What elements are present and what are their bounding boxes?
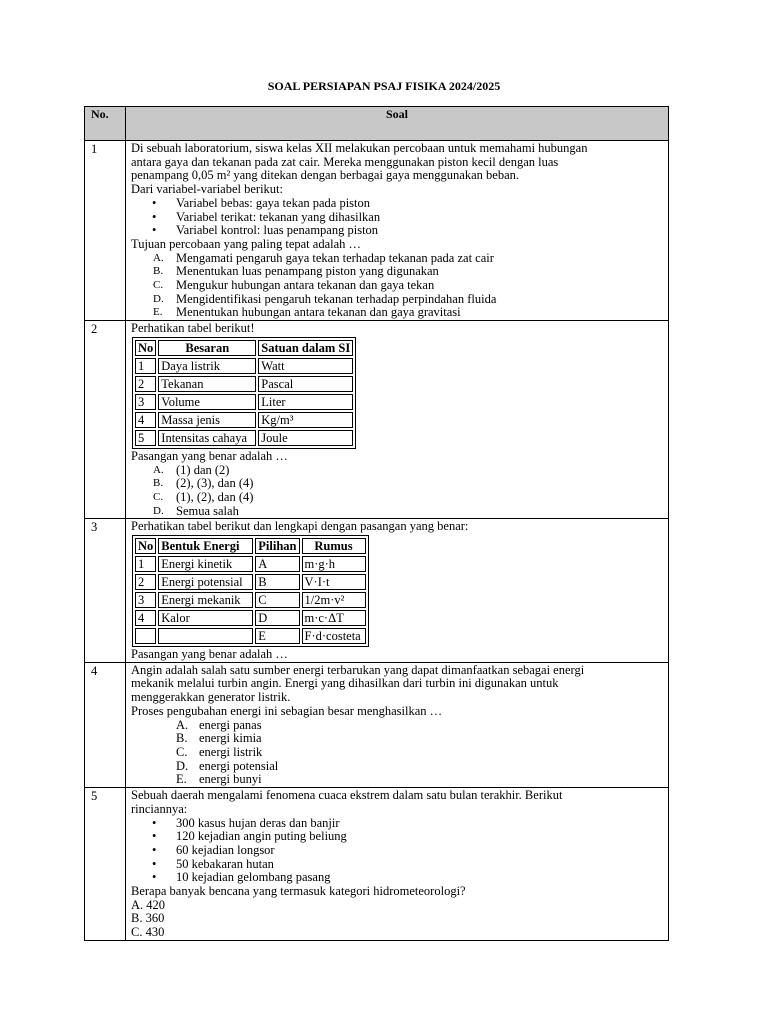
table-cell: 1 [135, 358, 156, 374]
quantity-unit-table [132, 337, 356, 449]
answer-option-b: B. 360 [131, 911, 165, 926]
table-cell: Liter [258, 394, 353, 410]
option-text: Menentukan luas penampang piston yang digunakan [176, 264, 439, 279]
question-body-5 [126, 788, 669, 941]
list-item: • Variabel bebas: gaya tekan pada piston [131, 197, 664, 211]
question-prompt: Pasangan yang benar adalah … [131, 647, 288, 662]
event-list [131, 817, 664, 886]
table-cell: E [255, 628, 299, 644]
table-cell: 1 [135, 556, 156, 572]
question-body-3 [126, 519, 669, 662]
list-item: • 10 kejadian gelombang pasang [131, 871, 664, 885]
option-text: Semua salah [176, 503, 239, 518]
option-letter: C. [153, 490, 164, 503]
option-text: energi bunyi [199, 772, 262, 787]
table-cell: A [255, 556, 299, 572]
table-header-row [85, 107, 669, 141]
table-cell: 5 [135, 430, 156, 446]
answer-option-a [131, 464, 664, 478]
answer-option-b [131, 732, 664, 746]
table-cell [158, 628, 253, 644]
table-cell: Kalor [158, 610, 253, 626]
table-row [135, 592, 366, 608]
option-text: (1), (2), dan (4) [176, 489, 254, 504]
table-cell: Pascal [258, 376, 353, 392]
table-cell: 2 [135, 574, 156, 590]
table-row [135, 610, 366, 626]
list-item: • Variabel terikat: tekanan yang dihasilkan [131, 211, 664, 225]
table-cell: F·d·costeta [302, 628, 366, 644]
question-number: 3 [85, 519, 126, 662]
option-text: Mengamati pengaruh gaya tekan terhadap tekanan pada zat cair [176, 250, 494, 265]
option-text: Mengidentifikasi pengaruh tekanan terhadap perpindahan fluida [176, 291, 497, 306]
table-cell: D [255, 610, 299, 626]
question-prompt: Tujuan percobaan yang paling tepat adalah … [131, 236, 362, 251]
answer-option-d [131, 760, 664, 774]
column-header: Rumus [302, 538, 366, 554]
question-body-1 [126, 141, 669, 321]
question-text-line: Sebuah daerah mengalami fenomena cuaca ekstrem dalam satu bulan terakhir. Berikut [131, 788, 563, 803]
question-row-4 [85, 662, 669, 787]
table-row [135, 430, 353, 446]
list-item: • 50 kebakaran hutan [131, 858, 664, 872]
column-header: Pilihan [255, 538, 299, 554]
table-cell: Daya listrik [158, 358, 256, 374]
table-header-row [135, 538, 366, 554]
column-header: No [135, 340, 156, 356]
answer-option-b [131, 265, 664, 279]
question-text-line: Angin adalah salah satu sumber energi terbarukan yang dapat dimanfaatkan sebagai energi [131, 662, 585, 677]
table-cell: Intensitas cahaya [158, 430, 256, 446]
question-prompt: Berapa banyak bencana yang termasuk kategori hidrometeorologi? [131, 884, 466, 899]
table-cell: 4 [135, 610, 156, 626]
question-text-line: menggerakkan generator listrik. [131, 690, 291, 705]
answer-option-e [131, 773, 664, 787]
table-cell: Energi mekanik [158, 592, 253, 608]
option-text: energi listrik [199, 744, 263, 759]
table-header-row [135, 340, 353, 356]
table-cell: m·g·h [302, 556, 366, 572]
option-text: Menentukan hubungan antara tekanan dan gaya gravitasi [176, 305, 461, 320]
answer-option-e [131, 306, 664, 320]
question-text-line: mekanik melalui turbin angin. Energi yang dihasilkan dari turbin ini digunakan untuk [131, 676, 559, 691]
energy-formula-table [132, 535, 369, 647]
column-header: Besaran [158, 340, 256, 356]
option-letter: A. [153, 251, 164, 264]
table-cell: 2 [135, 376, 156, 392]
option-text: Mengukur hubungan antara tekanan dan gaya tekan [176, 278, 435, 293]
table-cell: Energi potensial [158, 574, 253, 590]
table-row [135, 556, 366, 572]
answer-option-d [131, 293, 664, 307]
list-item: • 120 kejadian angin puting beliung [131, 830, 664, 844]
column-header: No [135, 538, 156, 554]
table-row [135, 358, 353, 374]
question-body-4 [126, 662, 669, 787]
option-letter: D. [176, 758, 189, 773]
answer-option-c [131, 279, 664, 293]
option-letter: E. [176, 772, 187, 787]
list-item: • Variabel kontrol: luas penampang piston [131, 224, 664, 238]
question-text-line: rinciannya: [131, 801, 188, 816]
table-cell [135, 628, 156, 644]
option-letter: C. [153, 279, 164, 292]
answer-option-a [131, 252, 664, 266]
table-cell: m·c·ΔT [302, 610, 366, 626]
question-prompt: Pasangan yang benar adalah … [131, 448, 288, 463]
answer-option-b [131, 477, 664, 491]
question-table [84, 106, 669, 941]
header-soal: Soal [126, 107, 669, 141]
answer-option-c [131, 491, 664, 505]
question-number: 2 [85, 321, 126, 519]
question-text-line: Perhatikan tabel berikut! [131, 321, 255, 336]
table-cell: Massa jenis [158, 412, 256, 428]
option-letter: D. [153, 292, 164, 305]
table-row [135, 394, 353, 410]
table-cell: C [255, 592, 299, 608]
option-letter: A. [153, 463, 164, 476]
question-text-line: Perhatikan tabel berikut dan lengkapi dengan pasangan yang benar: [131, 519, 469, 534]
option-letter: B. [153, 265, 164, 278]
table-row [135, 412, 353, 428]
question-text-line: Di sebuah laboratorium, siswa kelas XII melakukan percobaan untuk memahami hubungan [131, 141, 588, 155]
question-row-1 [85, 141, 669, 321]
option-letter: B. [176, 731, 188, 746]
table-cell: Volume [158, 394, 256, 410]
table-cell: 3 [135, 592, 156, 608]
table-cell: Joule [258, 430, 353, 446]
document-title: SOAL PERSIAPAN PSAJ FISIKA 2024/2025 [267, 79, 501, 93]
table-cell: 4 [135, 412, 156, 428]
question-row-5 [85, 788, 669, 941]
option-text: energi potensial [199, 758, 279, 773]
list-item: • 60 kejadian longsor [131, 844, 664, 858]
table-cell: Watt [258, 358, 353, 374]
table-cell: Tekanan [158, 376, 256, 392]
table-row [135, 628, 366, 644]
option-letter: A. [176, 717, 189, 732]
table-cell: Kg/m³ [258, 412, 353, 428]
variable-list [131, 197, 664, 238]
option-letter: C. [176, 744, 188, 759]
question-number: 5 [85, 788, 126, 941]
table-row [135, 574, 366, 590]
answer-option-a [131, 719, 664, 733]
question-number: 4 [85, 662, 126, 787]
question-text-line: antara gaya dan tekanan pada zat cair. Mereka menggunakan piston kecil dengan luas [131, 154, 559, 169]
answer-option-c: C. 430 [131, 925, 165, 940]
table-cell: Energi kinetik [158, 556, 253, 572]
question-body-2 [126, 321, 669, 519]
column-header: Satuan dalam SI [258, 340, 353, 356]
header-no: No. [85, 107, 126, 141]
question-row-2 [85, 321, 669, 519]
option-letter: B. [153, 477, 164, 490]
table-cell: 3 [135, 394, 156, 410]
question-text-line: Dari variabel-variabel berikut: [131, 182, 284, 197]
option-text: (2), (3), dan (4) [176, 476, 254, 491]
option-letter: D. [153, 504, 164, 517]
option-text: energi panas [199, 717, 262, 732]
table-cell: V·I·t [302, 574, 366, 590]
option-letter: E. [153, 306, 163, 319]
option-text: energi kimia [199, 731, 262, 746]
list-item: • 300 kasus hujan deras dan banjir [131, 817, 664, 831]
question-number: 1 [85, 141, 126, 321]
question-prompt: Proses pengubahan energi ini sebagian besar menghasilkan … [131, 703, 443, 718]
column-header: Bentuk Energi [158, 538, 253, 554]
answer-option-d [131, 505, 664, 519]
table-cell: B [255, 574, 299, 590]
question-row-3 [85, 519, 669, 662]
question-text-line: penampang 0,05 m² yang ditekan dengan berbagai gaya menggunakan beban. [131, 168, 519, 183]
answer-option-a: A. 420 [131, 897, 166, 912]
option-text: (1) dan (2) [176, 462, 230, 477]
table-row [135, 376, 353, 392]
answer-option-c [131, 746, 664, 760]
table-cell: 1/2m·v² [302, 592, 366, 608]
